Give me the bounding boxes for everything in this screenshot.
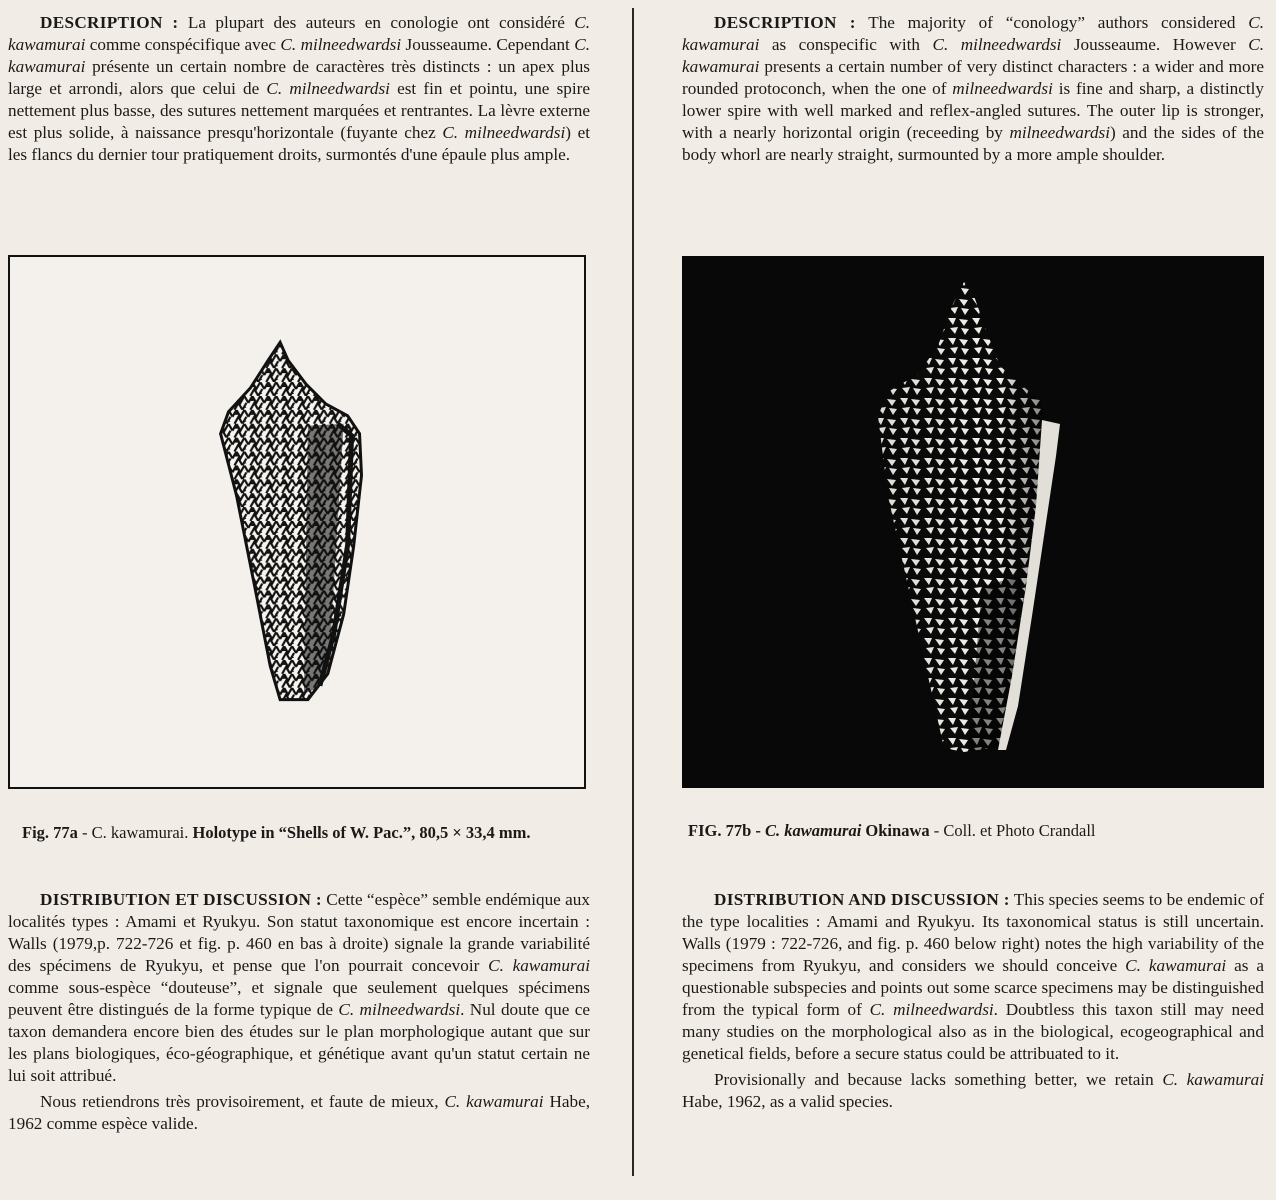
species-name: C. kawamurai bbox=[8, 13, 591, 54]
text-run: Cette “espèce” semble endémique aux localités types : Amami et Ryukyu. Son statut taxonomique est encore incertain : Walls (1979,p. 722-726 et fig. p. 460 en bas à droite) signale la grande variabilité des spécimens de Ryukyu, et pense que l'on pourrait concevoir bbox=[8, 890, 590, 975]
shell-illustration-light bbox=[10, 257, 584, 787]
figure-77a-shell-drawing bbox=[8, 255, 586, 789]
species-name: C. kawamurai bbox=[444, 1092, 544, 1111]
species-name: C. kawamurai bbox=[1125, 956, 1227, 975]
french-description bbox=[8, 12, 590, 166]
species-name: C. milneedwardsi bbox=[442, 123, 566, 142]
text-run: Jousseaume. However bbox=[1061, 35, 1249, 54]
species-name: C. kawamurai bbox=[1162, 1070, 1265, 1089]
text-run: Holotype in “Shells of W. Pac.”, 80,5 × 33,4 mm. bbox=[192, 823, 531, 842]
text-run: ) et les flancs du dernier tour pratiquement droits, surmontés d'une épaule plus ample. bbox=[8, 123, 590, 164]
english-description-paragraph bbox=[682, 12, 1264, 166]
english-distribution-paragraph bbox=[682, 889, 1264, 1065]
text-run: Habe, 1962 comme espèce valide. bbox=[8, 1092, 591, 1133]
column-divider bbox=[632, 8, 634, 1176]
figure-77b-shell-photo bbox=[682, 256, 1264, 788]
species-name: C. milneedwardsi bbox=[338, 1000, 461, 1019]
figure-label: Fig. 77a bbox=[22, 823, 78, 842]
english-conclusion-paragraph bbox=[682, 1069, 1264, 1113]
text-run: is fine and sharp, a distinctly lower spire with well marked and reflex-angled sutures. The outer lip is stronger, with a nearly horizontal origin (receeding by bbox=[682, 79, 1264, 142]
french-distribution bbox=[8, 889, 590, 1135]
species-name: C. milneedwardsi bbox=[869, 1000, 994, 1019]
species-name: C. kawamurai bbox=[8, 35, 590, 76]
text-run: La plupart des auteurs en conologie ont considéré bbox=[178, 13, 575, 32]
text-run: comme sous-espèce “douteuse”, et signale que seulement quelques spécimens peuvent être distingués de la forme typique de bbox=[8, 978, 590, 1019]
figure-label: FIG. 77b - bbox=[688, 821, 766, 840]
text-run: Habe, 1962, as a valid species. bbox=[682, 1092, 893, 1111]
text-run: The majority of “conology” authors considered bbox=[855, 13, 1249, 32]
text-run: as conspecific with bbox=[759, 35, 933, 54]
french-description-paragraph bbox=[8, 12, 590, 166]
text-run: as a questionable subspecies and points out some scarce specimens may be distinguished from the typical form of bbox=[682, 956, 1265, 1019]
text-run: . Doubtless this taxon still may need many studies on the morphological also as in the biological, ecogeographical and genetical fields, before a secure status could be attribuated to it. bbox=[682, 1000, 1264, 1063]
species-name: milneedwardsi bbox=[952, 79, 1053, 98]
text-run: présente un certain nombre de caractères très distincts : un apex plus large et arrondi, alors que celui de bbox=[8, 57, 590, 98]
species-name: C. kawamurai bbox=[682, 35, 1264, 76]
distribution-heading: DISTRIBUTION ET DISCUSSION : bbox=[40, 890, 322, 909]
shell-photo-dark bbox=[682, 256, 1264, 788]
text-run: This species seems to be endemic of the type localities : Amami and Ryukyu. Its taxonomical status is still uncertain. Walls (1979 : 722-726, and fig. p. 460 below right) notes the high variability of the specimens from Ryukyu, and considers we should conceive bbox=[682, 890, 1264, 975]
species-name: C. milneedwardsi bbox=[266, 79, 390, 98]
distribution-heading: DISTRIBUTION AND DISCUSSION : bbox=[714, 890, 1010, 909]
text-run: presents a certain number of very distinct characters : a wider and more rounded protoconch, when the one of bbox=[682, 57, 1264, 98]
french-conclusion-paragraph bbox=[8, 1091, 590, 1135]
text-run: - Coll. et Photo Crandall bbox=[929, 821, 1096, 840]
text-run: Nous retiendrons très provisoirement, et faute de mieux, bbox=[40, 1092, 445, 1111]
description-heading: DESCRIPTION : bbox=[714, 13, 856, 32]
text-run: est fin et pointu, une spire nettement plus basse, des sutures nettement marquées et rentrantes. La lèvre externe est plus solide, à naissance presqu'horizontale (fuyante chez bbox=[8, 79, 590, 142]
figure-77b-caption bbox=[688, 820, 1264, 841]
species-name: C. kawamurai bbox=[488, 956, 590, 975]
english-distribution bbox=[682, 889, 1264, 1113]
text-run: ) and the sides of the body whorl are nearly straight, surmounted by a more ample shoulder. bbox=[682, 123, 1264, 164]
french-distribution-paragraph bbox=[8, 889, 590, 1087]
text-run: comme conspécifique avec bbox=[85, 35, 281, 54]
species-name: C. kawamurai bbox=[682, 13, 1264, 54]
text-run: - C. kawamurai. bbox=[77, 823, 193, 842]
species-name: C. kawamurai bbox=[765, 821, 862, 840]
text-run: Provisionally and because lacks something better, we retain bbox=[714, 1070, 1163, 1089]
description-heading: DESCRIPTION : bbox=[40, 13, 179, 32]
text-run: . Nul doute que ce taxon demandera encore bien des études sur le plan morphologique autant que sur les plans biologiques, éco-géographique, et génétique avant qu'un statut certain ne lui soit attribué. bbox=[8, 1000, 590, 1085]
species-name: C. milneedwardsi bbox=[280, 35, 402, 54]
english-description bbox=[682, 12, 1264, 166]
species-name: milneedwardsi bbox=[1009, 123, 1111, 142]
figure-77a-caption bbox=[22, 822, 582, 843]
text-run: Jousseaume. Cependant bbox=[401, 35, 575, 54]
locality: Okinawa bbox=[861, 821, 930, 840]
species-name: C. milneedwardsi bbox=[932, 35, 1062, 54]
